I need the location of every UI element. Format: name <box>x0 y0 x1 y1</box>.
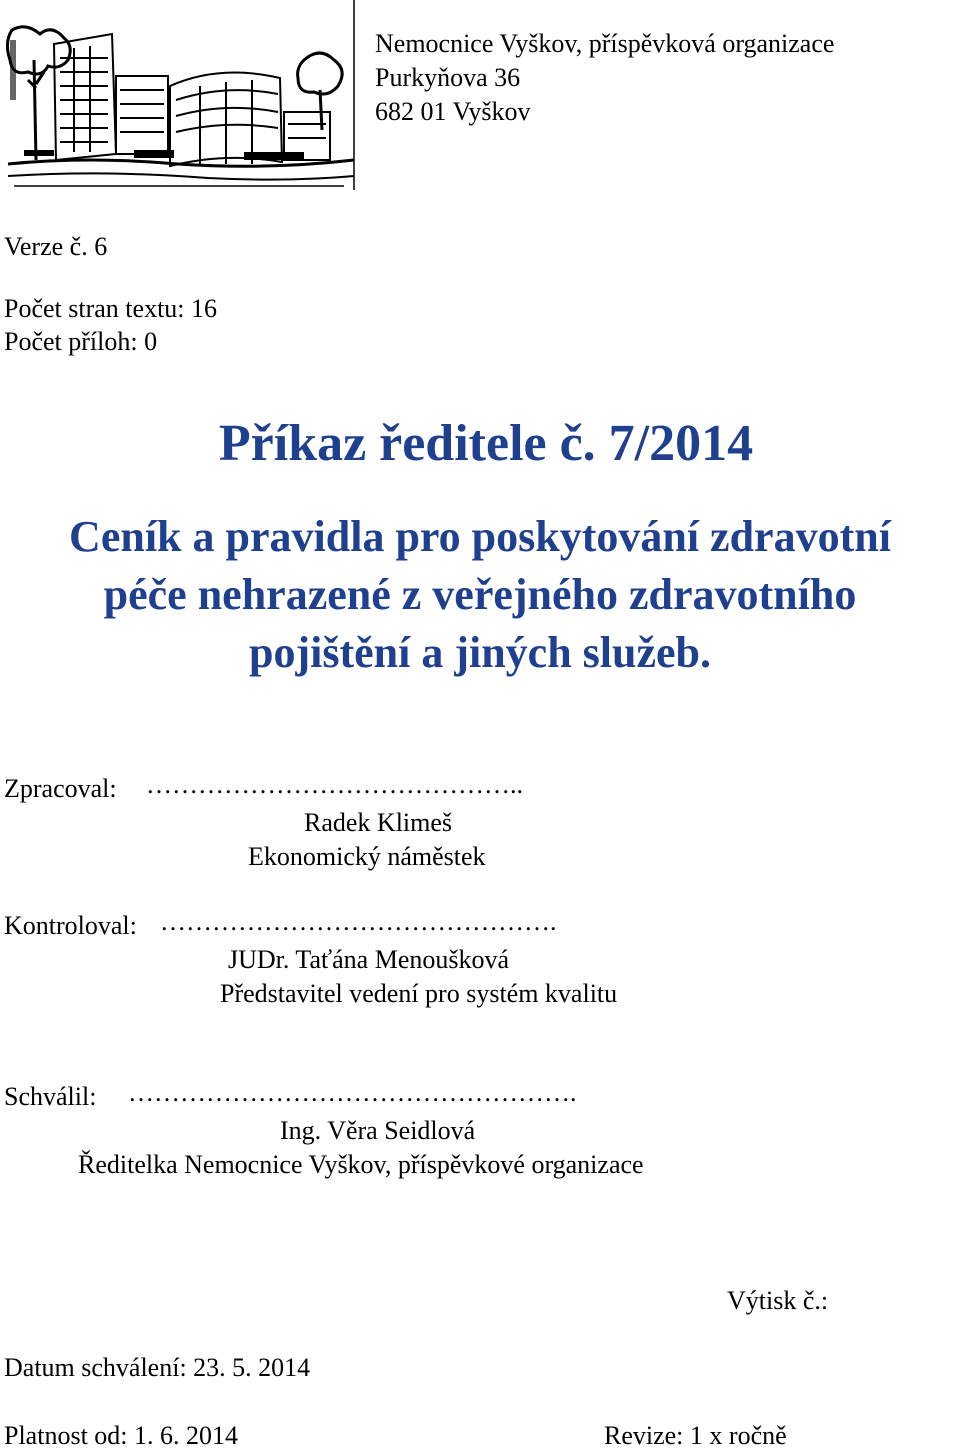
city-address: 682 01 Vyškov <box>375 97 531 126</box>
copy-number-label: Výtisk č.: <box>727 1286 829 1315</box>
attachment-count: Počet příloh: 0 <box>4 327 158 356</box>
prepared-label: Zpracoval: <box>4 774 117 803</box>
checked-label: Kontroloval: <box>4 911 137 940</box>
revision-frequency: Revize: 1 x ročně <box>604 1421 787 1450</box>
subtitle-line-2: péče nehrazené z veřejného zdravotního <box>103 570 857 619</box>
approved-role: Ředitelka Nemocnice Vyškov, příspěvkové organizace <box>78 1150 644 1179</box>
valid-from: Platnost od: 1. 6. 2014 <box>4 1421 239 1450</box>
subtitle-line-1: Ceník a pravidla pro poskytování zdravotní <box>69 512 891 561</box>
street-address: Purkyňova 36 <box>375 63 521 92</box>
subtitle-line-3: pojištění a jiných služeb. <box>248 628 712 677</box>
checked-role: Představitel vedení pro systém kvalitu <box>220 979 618 1008</box>
approved-name: Ing. Věra Seidlová <box>280 1116 476 1145</box>
checked-signature-line: ………………………………………. <box>160 907 557 936</box>
hospital-building-sketch-icon <box>4 0 356 192</box>
approved-signature-line: ……………………………………………. <box>128 1078 577 1107</box>
document-title: Příkaz ředitele č. 7/2014 <box>218 415 754 472</box>
approved-label: Schválil: <box>4 1082 97 1111</box>
organization-name: Nemocnice Vyškov, příspěvková organizace <box>375 29 835 58</box>
checked-name: JUDr. Taťána Menoušková <box>228 945 510 974</box>
prepared-signature-line: …………………………………….. <box>146 770 523 799</box>
version-label: Verze č. 6 <box>4 232 108 261</box>
document-subtitle <box>0 508 960 682</box>
page-count: Počet stran textu: 16 <box>4 294 218 323</box>
prepared-role: Ekonomický náměstek <box>248 842 486 871</box>
prepared-name: Radek Klimeš <box>304 808 453 837</box>
approval-date: Datum schválení: 23. 5. 2014 <box>4 1353 311 1382</box>
